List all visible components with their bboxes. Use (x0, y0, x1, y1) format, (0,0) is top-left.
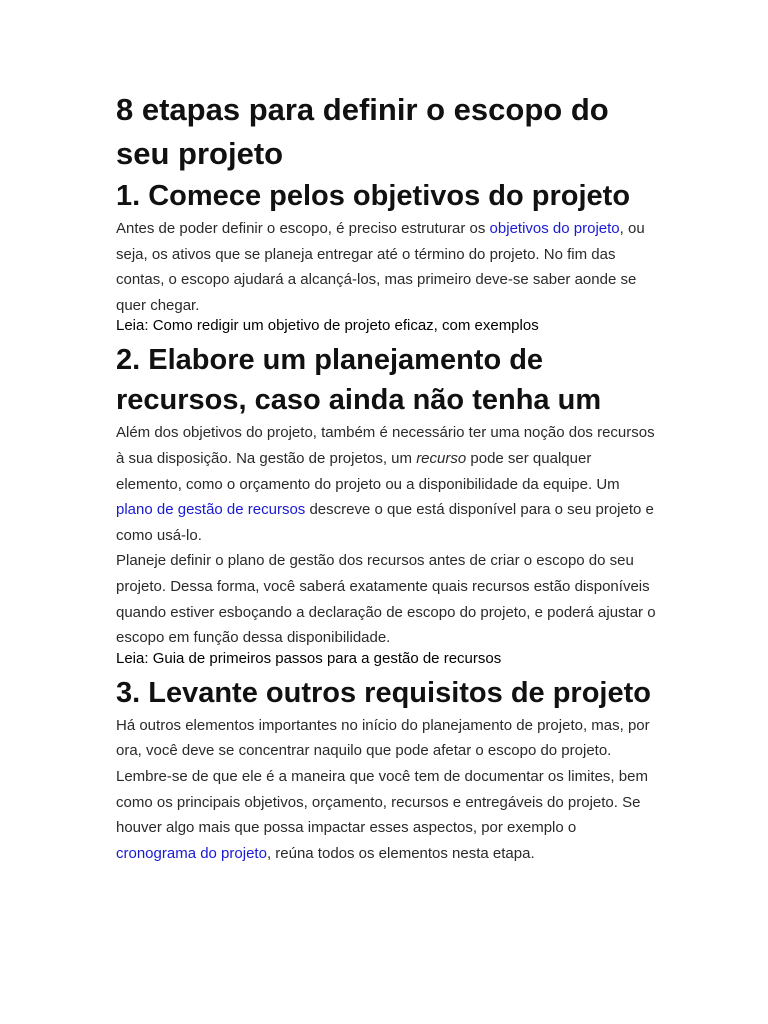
section-3-heading: 3. Levante outros requisitos de projeto (116, 676, 651, 709)
section-3-text-after: , reúna todos os elementos nesta etapa. (266, 844, 535, 862)
section-2-emphasis: recurso (416, 449, 467, 467)
section-2-paragraph-2: Planeje definir o plano de gestão dos recursos antes de criar o escopo do seu projeto. Dessa forma, você saberá exatamente quais recursos estão disponíveis quando estiver esboçando a declaração de escopo do projeto, e poderá ajustar o escopo em função dessa disponibilidade. (116, 552, 656, 647)
section-2-text-middle: pode ser qualquer elemento, como o orçamento do projeto ou a disponibilidade da equipe. Um (116, 449, 620, 493)
section-1-text-after: , ou seja, os ativos que se planeja entregar até o término do projeto. No fim das contas, o escopo ajudará a alcançá-los, mas primeiro deve-se saber aonde se quer chegar. (116, 220, 645, 314)
section-1-text-before: Antes de poder definir o escopo, é preciso estruturar os (116, 220, 490, 237)
project-schedule-link[interactable]: cronograma do projeto (116, 844, 267, 862)
project-objectives-link[interactable]: objetivos do projeto (489, 220, 620, 237)
section-1-paragraph (116, 216, 656, 318)
page-title: 8 etapas para definir o escopo do seu projeto (116, 92, 609, 171)
document-page (116, 88, 656, 866)
section-3-paragraph (116, 713, 656, 867)
section-2-text-before: Além dos objetivos do projeto, também é necessário ter uma noção dos recursos à sua disposição. Na gestão de projetos, um (116, 424, 655, 467)
section-2-paragraph-1 (116, 420, 656, 548)
resource-plan-link[interactable]: plano de gestão de recursos (116, 501, 306, 519)
section-3-text-before: Há outros elementos importantes no início do planejamento de projeto, mas, por ora, você deve se concentrar naquilo que pode afetar o escopo do projeto. Lembre-se de que ele é a maneira que você tem de documentar os limites, bem como os principais objetivos, orçamento, recursos e entregáveis do projeto. Se houver algo mais que possa impactar esses aspectos, por exemplo o (116, 716, 650, 837)
section-2-heading: 2. Elabore um planejamento de recursos, caso ainda não tenha um (116, 344, 602, 417)
section-2-read-more: Leia: Guia de primeiros passos para a gestão de recursos (116, 649, 502, 667)
section-2-text-after: descreve o que está disponível para o seu projeto e como usá-lo. (116, 501, 654, 544)
section-1-heading: 1. Comece pelos objetivos do projeto (116, 180, 631, 212)
section-1-read-more: Leia: Como redigir um objetivo de projeto eficaz, com exemplos (116, 317, 539, 335)
